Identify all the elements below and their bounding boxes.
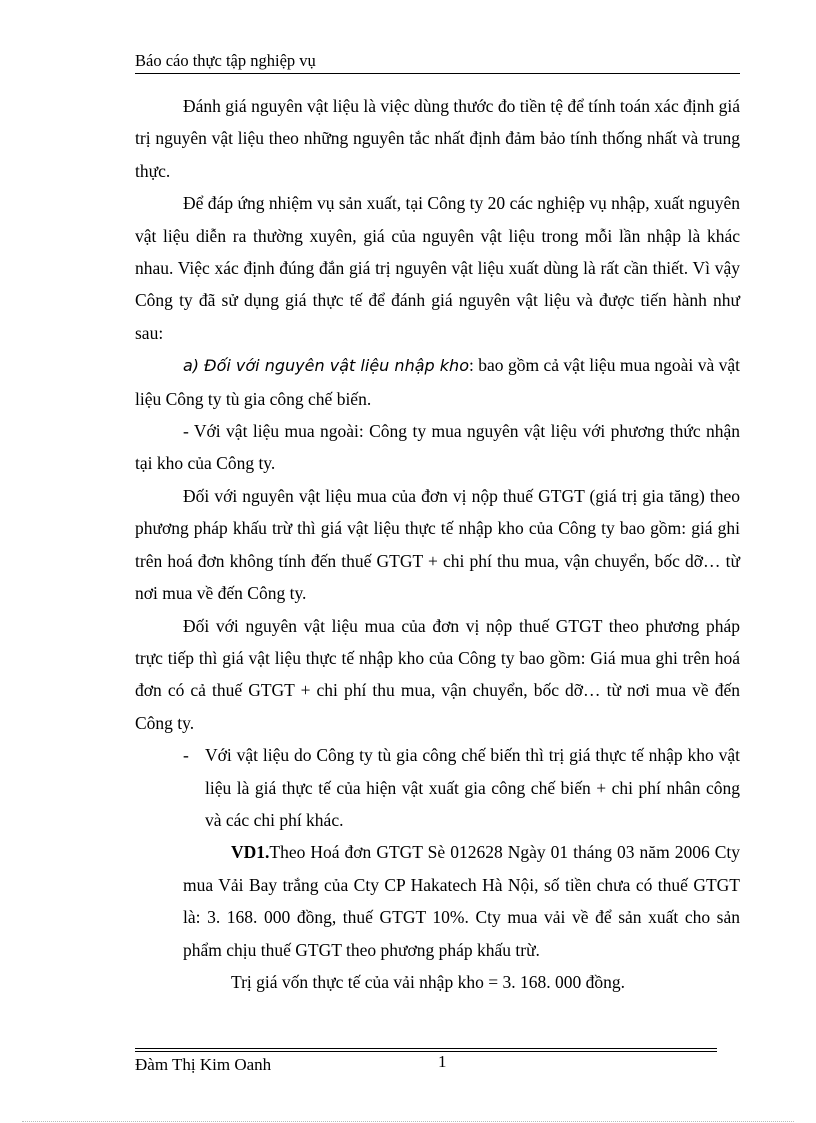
page-bottom-border [22, 1121, 794, 1122]
page-number: 1 [438, 1052, 447, 1071]
paragraph: - Với vật liệu mua ngoài: Công ty mua nguyên vật liệu với phương thức nhận tại kho của Công ty. [135, 421, 740, 474]
paragraph [135, 349, 740, 415]
paragraph-text: : bao gồm cả vật liệu mua ngoài và vật liệu Công ty tù gia công chế biến. [135, 355, 741, 409]
document-body [135, 90, 740, 998]
bullet-text: Với vật liệu do Công ty tù gia công chế biến thì trị giá thực tế nhập kho vật liệu là giá thực tế của hiện vật xuất gia công chế biến + chi phí nhân công và các chi phí khác. [205, 745, 740, 830]
bullet-dash: - [183, 745, 189, 766]
bullet-item [135, 739, 740, 836]
example-text: Theo Hoá đơn GTGT Sè 012628 Ngày 01 tháng 03 năm 2006 Cty mua Vải Bay trắng của Cty CP Hakatech Hà Nội, số tiền chưa có thuế GTGT là: 3. 168. 000 đồng, thuế GTGT 10%. Cty mua vải về để sản xuất cho sản phẩm chịu thuế GTGT theo phương pháp khấu trừ. [183, 842, 740, 960]
paragraph: Đối với nguyên vật liệu mua của đơn vị nộp thuế GTGT (giá trị gia tăng) theo phương pháp khấu trừ thì giá vật liệu thực tế nhập kho của Công ty bao gồm: giá ghi trên hoá đơn không tính đến thuế GTGT + chi phí thu mua, vận chuyển, bốc dỡ… từ nơi mua về đến Công ty. [135, 485, 740, 604]
example-label: VD1. [231, 842, 270, 863]
footer-rule [135, 1051, 717, 1052]
example-paragraph [183, 836, 740, 966]
section-heading-italic: a) Đối với nguyên vật liệu nhập kho [183, 356, 469, 376]
footer-rule [135, 1048, 717, 1049]
page-header: Báo cáo thực tập nghiệp vụ [135, 50, 740, 74]
footer-author: Đàm Thị Kim Oanh [135, 1055, 272, 1074]
example-result: Trị giá vốn thực tế của vải nhập kho = 3. 168. 000 đồng. [231, 971, 625, 992]
paragraph: Đánh giá nguyên vật liệu là việc dùng thước đo tiền tệ để tính toán xác định giá trị nguyên vật liệu theo những nguyên tắc nhất định đảm bảo tính thống nhất và trung thực. [135, 96, 740, 181]
example-block [135, 836, 740, 998]
paragraph: Đối với nguyên vật liệu mua của đơn vị nộp thuế GTGT theo phương pháp trực tiếp thì giá vật liệu thực tế nhập kho của Công ty bao gồm: Giá mua ghi trên hoá đơn có cả thuế GTGT + chi phí thu mua, vận chuyển, bốc dỡ… từ nơi mua về đến Công ty. [135, 615, 740, 733]
paragraph: Để đáp ứng nhiệm vụ sản xuất, tại Công ty 20 các nghiệp vụ nhập, xuất nguyên vật liệu diễn ra thường xuyên, giá của nguyên vật liệu trong mỗi lần nhập là khác nhau. Việc xác định đúng đắn giá trị nguyên vật liệu xuất dùng là rất cần thiết. Vì vậy Công ty đã sử dụng giá thực tế để đánh giá nguyên vật liệu và được tiến hành như sau: [135, 193, 740, 343]
